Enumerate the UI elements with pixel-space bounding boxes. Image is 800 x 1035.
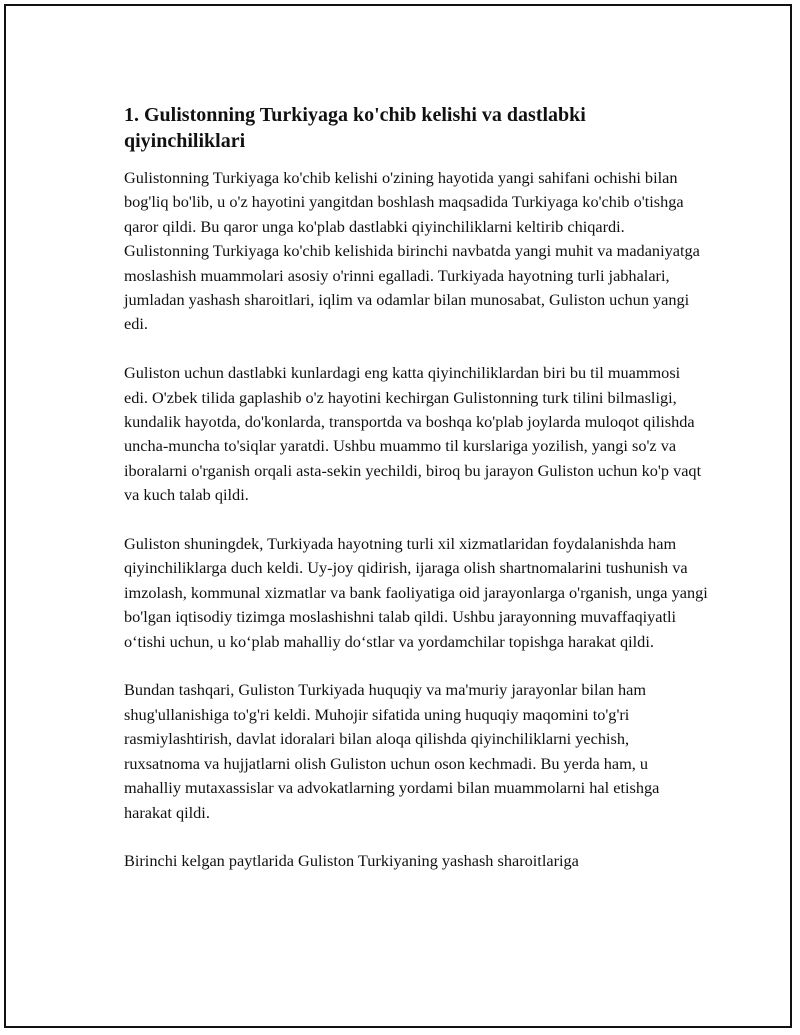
paragraph-3: Guliston shuningdek, Turkiyada hayotning turli xil xizmatlaridan foydalanishda ham qiyinchiliklarga duch keldi. Uy-joy qidirish, ijaraga olish shartnomalarini tushunish va imzolash, kommunal xizmatlar va bank faoliyatiga oid jarayonlarga o'rganish, unga yangi bo'lgan iqtisodiy tizimga moslashishni talab qildi. Ushbu jarayonning muvaffaqiyatli o‘tishi uchun, u ko‘plab mahalliy do‘stlar va yordamchilar topishga harakat qildi. xyxy=(124,534,708,651)
paragraph-5: Birinchi kelgan paytlarida Guliston Turkiyaning yashash sharoitlariga xyxy=(124,851,579,871)
paragraph-4: Bundan tashqari, Guliston Turkiyada huquqiy va ma'muriy jarayonlar bilan ham shug'ullanishiga to'g'ri keldi. Muhojir sifatida uning huquqiy maqomini to'g'ri rasmiylashtirish, davlat idoralari bilan aloqa qilishda qiyinchiliklarni yechish, ruxsatnoma va hujjatlarni olish Guliston uchun oson kechmadi. Bu yerda ham, u mahalliy mutaxassislar va advokatlarning yordami bilan muammolarni hal etishga harakat qildi. xyxy=(124,680,660,822)
page-frame xyxy=(4,4,792,1028)
paragraph-2: Guliston uchun dastlabki kunlardagi eng katta qiyinchiliklardan biri bu til muammosi edi. O'zbek tilida gaplashib o'z hayotini kechirgan Gulistonning turk tilini bilmasligi, kundalik hayotda, do'konlarda, transportda va boshqa ko'plab joylarda muloqot qilishda uncha-muncha to'siqlar yaratdi. Ushbu muammo til kurslariga yozilish, yangi so'z va iboralarni o'rganish orqali asta-sekin yechildi, biroq bu jarayon Guliston uchun ko'p vaqt va kuch talab qildi. xyxy=(124,363,702,505)
section-heading: 1. Gulistonning Turkiyaga ko'chib kelishi va dastlabki qiyinchiliklari xyxy=(124,104,586,152)
document-body xyxy=(124,102,708,898)
paragraph-1: Gulistonning Turkiyaga ko'chib kelishi o'zining hayotida yangi sahifani ochishi bilan bog'liq bo'lib, u o'z hayotini yangitdan boshlash maqsadida Turkiyaga ko'chib o'tishga qaror qildi. Bu qaror unga ko'plab dastlabki qiyinchiliklarni keltirib chiqardi. Gulistonning Turkiyaga ko'chib kelishida birinchi navbatda yangi muhit va madaniyatga moslashish muammolari asosiy o'rinni egalladi. Turkiyada hayotning turli jabhalari, jumladan yashash sharoitlari, iqlim va odamlar bilan munosabat, Guliston uchun yangi edi. xyxy=(124,168,700,334)
